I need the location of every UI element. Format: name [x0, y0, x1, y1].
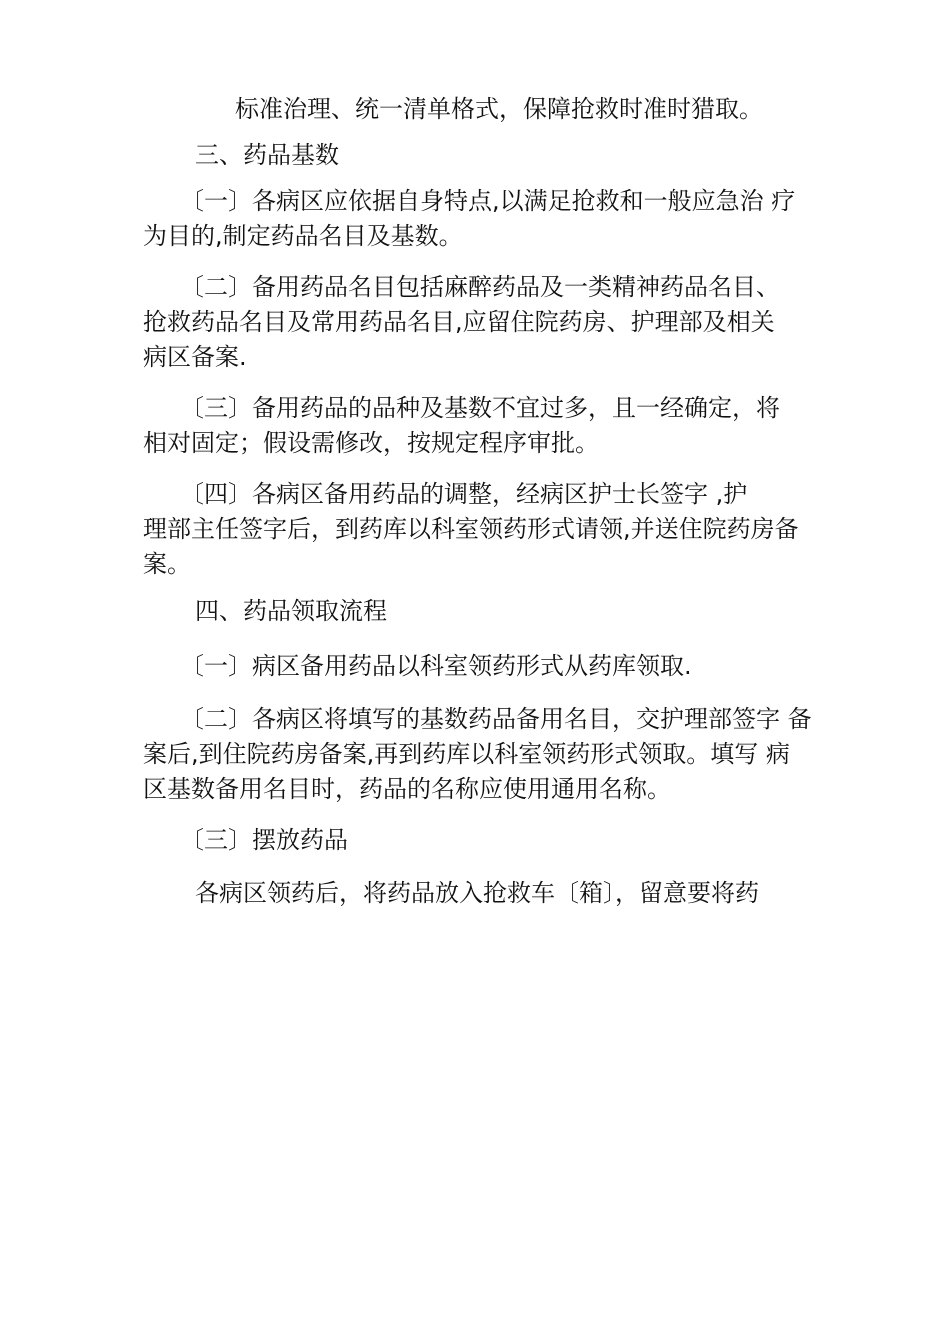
sub-heading: 〔三〕摆放药品	[180, 826, 348, 854]
text-line: 标准治理、统一清单格式，保障抢救时准时猎取。	[235, 95, 763, 123]
text-line: 各病区领药后，将药品放入抢救车〔箱〕，留意要将药	[195, 879, 759, 907]
section-heading: 三、药品基数	[195, 141, 339, 169]
text-line: 案。	[143, 550, 191, 578]
text-line: 案后,到住院药房备案,再到药库以科室领药形式领取。填写 病	[143, 740, 790, 768]
text-line: 〔一〕病区备用药品以科室领药形式从药库领取.	[180, 652, 692, 680]
section-heading: 四、药品领取流程	[195, 597, 387, 625]
text-line: 为目的,制定药品名目及基数。	[143, 222, 463, 250]
text-line: 区基数备用名目时，药品的名称应使用通用名称。	[143, 775, 671, 803]
text-line: 相对固定；假设需修改，按规定程序审批。	[143, 429, 599, 457]
text-line: 抢救药品名目及常用药品名目,应留住院药房、护理部及相关	[143, 308, 775, 336]
text-line: 〔一〕各病区应依据自身特点,以满足抢救和一般应急治 疗	[180, 187, 796, 215]
text-line: 理部主任签字后，到药库以科室领药形式请领,并送住院药房备	[143, 515, 799, 543]
text-line: 〔三〕备用药品的品种及基数不宜过多，且一经确定，将	[180, 394, 780, 422]
text-line: 〔四〕各病区备用药品的调整，经病区护士长签字 ,护	[180, 480, 748, 508]
text-line: 〔二〕各病区将填写的基数药品备用名目，交护理部签字 备	[180, 705, 812, 733]
text-line: 〔二〕备用药品名目包括麻醉药品及一类精神药品名目、	[180, 273, 780, 301]
text-line: 病区备案.	[143, 343, 247, 371]
